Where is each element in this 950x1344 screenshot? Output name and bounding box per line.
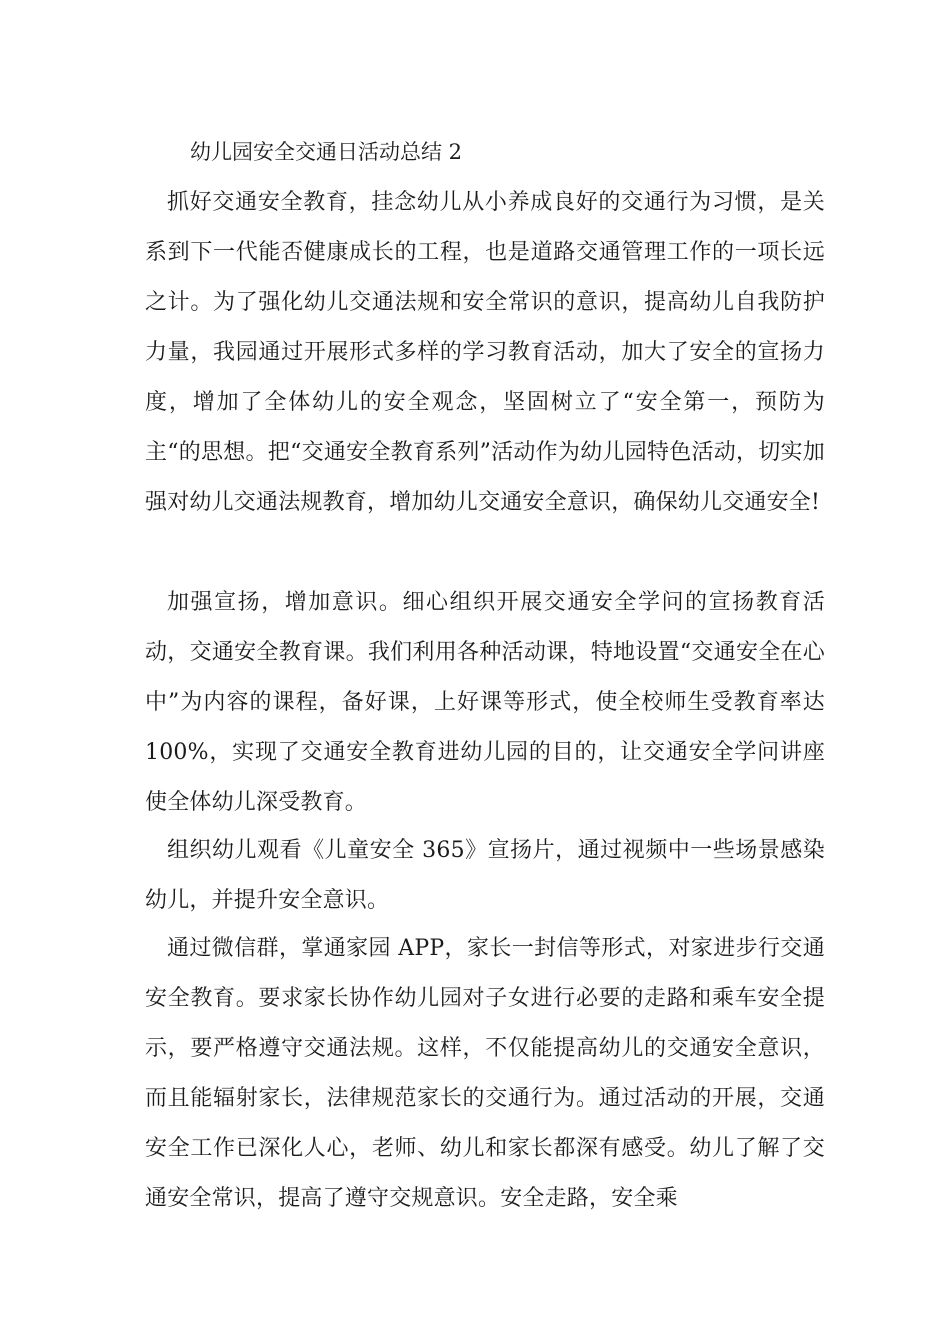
paragraph-publicity-awareness: 加强宣扬，增加意识。细心组织开展交通安全学问的宣扬教育活动，交通安全教育课。我们利用各种活动课，特地设置“交通安全在心中”为内容的课程，备好课，上好课等形式，使全校师生受教育率达 100%，实现了交通安全教育进幼儿园的目的，让交通安全学问讲座使全体幼儿深受教育。: [145, 590, 825, 815]
document-title: 幼儿园安全交通日活动总结 2: [190, 140, 463, 164]
paragraph-video-viewing: 组织幼儿观看《儿童安全 365》宣扬片，通过视频中一些场景感染幼儿，并提升安全意识。: [145, 838, 825, 913]
paragraph-traffic-safety-education: 抓好交通安全教育，挂念幼儿从小养成良好的交通行为习惯，是关系到下一代能否健康成长的工程，也是道路交通管理工作的一项长远之计。为了强化幼儿交通法规和安全常识的意识，提高幼儿自我防护力量，我园通过开展形式多样的学习教育活动，加大了安全的宣扬力度，增加了全体幼儿的安全观念，坚固树立了“安全第一，预防为主“的思想。把“交通安全教育系列”活动作为幼儿园特色活动，切实加强对幼儿交通法规教育，增加幼儿交通安全意识，确保幼儿交通安全!: [145, 190, 825, 515]
paragraph-parent-education: 通过微信群，掌通家园 APP，家长一封信等形式，对家进步行交通安全教育。要求家长协作幼儿园对子女进行必要的走路和乘车安全提示，要严格遵守交通法规。这样，不仅能提高幼儿的交通安全意识，而且能辐射家长，法律规范家长的交通行为。通过活动的开展，交通安全工作已深化人心，老师、幼儿和家长都深有感受。幼儿了解了交通安全常识，提高了遵守交规意识。安全走路，安全乘: [145, 936, 825, 1211]
